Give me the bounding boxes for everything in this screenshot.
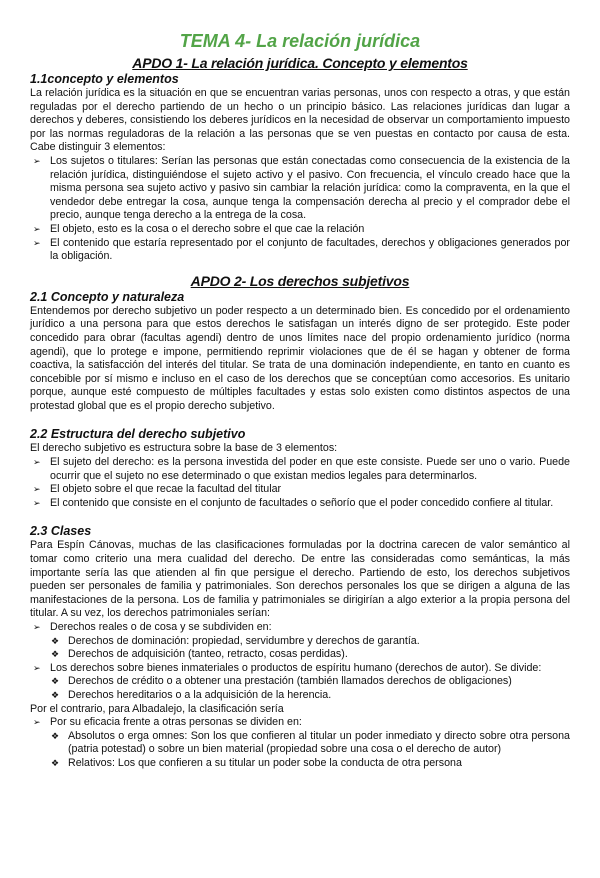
subsection-heading-1-1: 1.1concepto y elementos [30,72,179,86]
subsection-heading-2-1: 2.1 Concepto y naturaleza [30,289,185,304]
page-title: TEMA 4- La relación jurídica [179,31,421,51]
list-item: ➢ Derechos reales o de cosa y se subdividen en: [33,621,272,633]
arrow-bullet-icon: ➢ [33,497,41,508]
arrow-bullet-icon: ➢ [33,223,41,234]
paragraph: Para Espín Cánovas, muchas de las clasificaciones formuladas por la doctrina carecen de valor semántico al tomar como criterio una mera cualidad del derecho. De entre las consideradas como semánticas, la más importante sería las que atienden al fin que persigue el derecho. Partiendo de esto, los derechos subjetivos pueden ser personales de familia y patrimoniales. Son derechos personales los que se dirigen a alguna de las manifestaciones de la persona. Los de familia y patrimoniales se dirigirían a algo exterior a la propia persona del titular. A su vez, los derechos patrimoniales serían: [30,539,570,620]
arrow-bullet-icon: ➢ [33,484,41,495]
bullet-list [30,716,570,770]
list-item: ➢ El objeto sobre el que recae la facultad del titular [33,483,282,496]
section-heading-apdo2: APDO 2- Los derechos subjetivos [190,272,410,289]
arrow-bullet-icon: ➢ [33,662,41,673]
list-item: ➢ El objeto, esto es la cosa o el derecho sobre el que cae la relación [33,222,365,235]
diamond-bullet-icon: ❖ [51,689,60,700]
bullet-list [30,155,570,264]
list-item: ➢ El contenido que estaría representado por el conjunto de facultades, derechos y obligaciones generados por la obligación. [33,236,570,263]
document-page [0,30,600,878]
sub-list-item: ❖ Derechos hereditarios o a la adquisición de la herencia. [51,688,332,701]
arrow-bullet-icon: ➢ [33,457,41,468]
section-heading-apdo1: APDO 1- La relación jurídica. Concepto y elementos [132,55,468,71]
paragraph: Por el contrario, para Albadalejo, la clasificación sería [30,702,284,715]
arrow-bullet-icon: ➢ [33,622,41,632]
list-item: ➢ Los sujetos o titulares: Serían las personas que están conectadas como consecuencia de la existencia de la relación jurídica, distinguiéndose el sujeto activo y el pasivo. Con frecuencia, el vínculo creado hace que la misma persona sea sujeto activo y pasivo sin cambiar la relación jurídica: como la compraventa, en la que el vendedor debe entregar la cosa, aunque tenga la compensación derecha al precio y el comprador debe el precio, aunque tenga derecho a la entrega de la cosa. [33,154,570,222]
arrow-bullet-icon: ➢ [33,155,41,166]
subsection-heading-2-2: 2.2 Estructura del derecho subjetivo [30,427,246,442]
sub-list-item: ❖ Relativos: Los que confieren a su titular un poder sobe la conducta de otra persona [51,756,462,769]
bullet-list [30,621,570,703]
paragraph: La relación jurídica es la situación en que se encuentran varias personas, unos con respecto a otras, y que están reguladas por el derecho partiendo de un hecho o un principio básico. Las relaciones jurídicas dan lugar a derechos y deberes, consistiendo los deberes jurídicos en la necesidad de observar un comportamiento impuesto por las normas reguladoras de la relación a las personas que se ven puestas en contacto por causa de esta. Cabe distinguir 3 elementos: [30,87,570,154]
diamond-bullet-icon: ❖ [51,757,60,768]
arrow-bullet-icon: ➢ [33,717,41,728]
list-item: ➢ Los derechos sobre bienes inmateriales o productos de espíritu humano (derechos de autor). Se divide: [33,661,542,674]
list-item: ➢ El contenido que consiste en el conjunto de facultades o señorío que el poder concedido confiere al titular. [33,496,554,509]
diamond-bullet-icon: ❖ [51,635,60,646]
arrow-bullet-icon: ➢ [33,237,41,248]
diamond-bullet-icon: ❖ [51,676,60,687]
paragraph: Entendemos por derecho subjetivo un poder respecto a un determinado bien. Es concedido por el ordenamiento jurídico a una persona para que estos derechos le satisfagan un interés digno de ser protegido. Este poder concedido para obrar (facultas agendi) dentro de unos límites nace del propio ordenamiento jurídico (norma agendi), que lo protege e impone, permitiendo reprimir violaciones que de él se hagan y obtener de forma coactiva, la satisfacción del interés del titular. Se trata de una dominación independiente, en tanto en cuanto es concebible por sí mismo e incluso en el caso de los derechos que se conceptúan como accesorios. Es unitario porque, aunque esté compuesto de múltiples facultades y estas solo existen como distintos aspectos de una protestad global que es el propio derecho subjetivo. [30,304,570,412]
subsection-heading-2-3: 2.3 Clases [30,524,92,539]
sub-list-item: ❖ Absolutos o erga omnes: Son los que confieren al titular un poder inmediato y directo sobre otra persona (patria potestad) o sobre un bien material (propiedad sobre una cosa o el derecho de autor) [51,729,570,756]
sub-list-item: ❖ Derechos de crédito o a obtener una prestación (también llamados derechos de obligaciones) [51,675,512,688]
list-item: ➢ Por su eficacia frente a otras personas se dividen en: [33,716,302,729]
diamond-bullet-icon: ❖ [51,649,60,660]
sub-list-item: ❖ Derechos de adquisición (tanteo, retracto, cosas perdidas). [51,648,348,661]
diamond-bullet-icon: ❖ [51,730,60,741]
bullet-list [30,456,570,510]
sub-list-item: ❖ Derechos de dominación: propiedad, servidumbre y derechos de garantía. [51,634,420,647]
list-item: ➢ El sujeto del derecho: es la persona investida del poder en que este consiste. Puede ser uno o vario. Puede ocurrir que el sujeto no ese determinado o que existan medios legales para determinarlos. [33,456,570,482]
paragraph: El derecho subjetivo es estructura sobre la base de 3 elementos: [30,442,338,455]
